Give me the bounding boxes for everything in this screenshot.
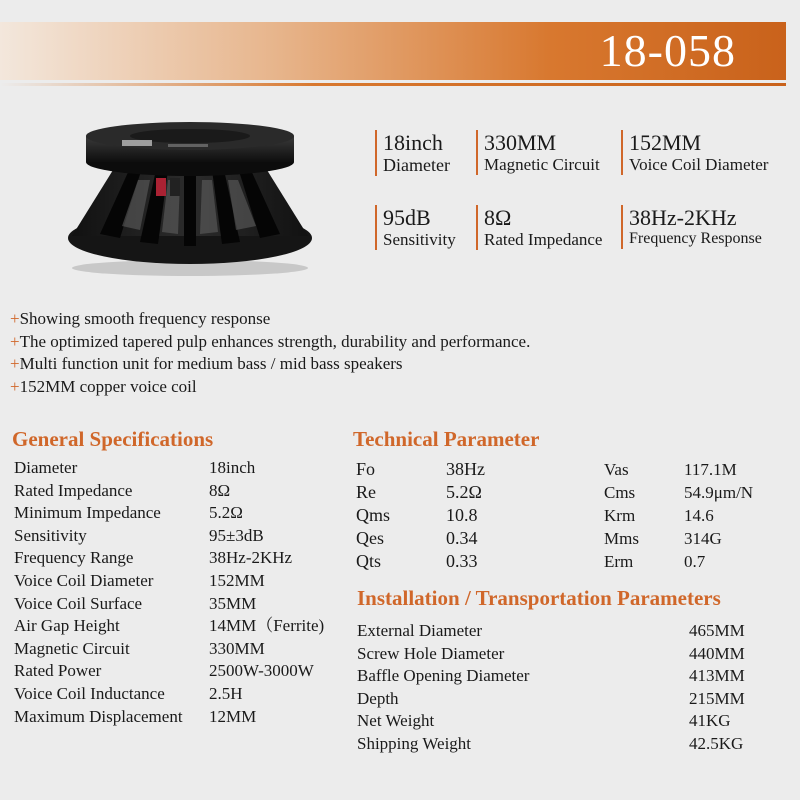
general-spec-value: 18inch — [209, 458, 256, 477]
installation-param-key: Baffle Opening Diameter — [357, 666, 530, 686]
general-spec-key: Rated Power — [14, 661, 102, 681]
general-spec-value: 35MM — [209, 593, 257, 613]
general-spec-row — [14, 502, 324, 525]
general-spec-value: 2500W-3000W — [209, 661, 314, 681]
highlight-label: Diameter — [383, 155, 450, 176]
highlight-magnetic-circuit — [476, 130, 600, 175]
feature-item — [10, 376, 530, 399]
general-spec-value: 38Hz-2KHz — [209, 548, 293, 568]
highlight-label: Voice Coil Diameter — [629, 155, 769, 175]
installation-parameters-table — [357, 620, 745, 756]
technical-param-value: 0.33 — [446, 551, 478, 571]
plus-icon: + — [10, 331, 20, 351]
installation-param-value: 41KG — [689, 711, 731, 731]
installation-parameters-title: Installation / Transportation Parameters — [357, 586, 721, 610]
general-spec-value: 8Ω — [209, 480, 231, 500]
general-spec-row — [14, 525, 324, 548]
technical-param-value: 10.8 — [446, 505, 478, 525]
title-bar — [0, 22, 786, 80]
model-title: 18-058 — [599, 25, 736, 76]
installation-param-row — [357, 710, 745, 733]
general-spec-key: Voice Coil Diameter — [14, 570, 154, 590]
technical-param-row — [604, 550, 753, 573]
plus-icon: + — [10, 309, 20, 328]
highlight-rated-impedance — [476, 205, 602, 250]
general-spec-row — [14, 457, 324, 480]
installation-param-key: Shipping Weight — [357, 733, 472, 753]
technical-param-value: 117.1M — [684, 460, 737, 479]
technical-param-value: 0.34 — [446, 528, 478, 548]
installation-param-key: Net Weight — [357, 711, 435, 731]
highlight-label: Rated Impedance — [484, 230, 603, 250]
installation-param-row — [357, 643, 745, 666]
technical-param-row — [604, 504, 753, 527]
technical-param-value: 14.6 — [684, 506, 714, 525]
technical-param-row — [356, 458, 485, 481]
installation-param-value: 42.5KG — [689, 733, 744, 753]
highlight-value: 18inch — [383, 130, 443, 155]
highlight-sensitivity — [375, 205, 456, 250]
general-spec-key: Maximum Displacement — [14, 706, 183, 726]
technical-param-value: 5.2Ω — [446, 482, 482, 502]
general-spec-row — [14, 660, 324, 683]
technical-param-key: Qes — [356, 528, 384, 548]
general-spec-value: 12MM — [209, 706, 257, 726]
technical-param-key: Mms — [604, 529, 639, 548]
highlight-label: Frequency Response — [629, 230, 762, 248]
technical-param-row — [356, 550, 485, 573]
technical-parameter-title: Technical Parameter — [353, 427, 540, 451]
highlight-value: 330MM — [484, 130, 557, 155]
general-spec-value: 5.2Ω — [209, 503, 243, 523]
general-spec-row — [14, 570, 324, 593]
feature-list — [10, 308, 530, 398]
general-spec-row — [14, 547, 324, 570]
highlight-label: Sensitivity — [383, 230, 456, 250]
general-spec-row — [14, 706, 324, 729]
technical-param-row — [604, 458, 753, 481]
general-spec-key: Rated Impedance — [14, 480, 133, 500]
general-spec-key: Minimum Impedance — [14, 503, 161, 523]
general-specs-table — [14, 457, 324, 728]
technical-param-key: Qts — [356, 551, 382, 571]
feature-text: Showing smooth frequency response — [19, 309, 271, 328]
installation-param-value: 215MM — [689, 688, 745, 708]
technical-param-row — [356, 504, 485, 527]
technical-param-key: Krm — [604, 506, 636, 525]
general-spec-value: 95±3dB — [209, 525, 264, 545]
general-spec-key: Voice Coil Surface — [14, 593, 143, 613]
technical-param-key: Erm — [604, 552, 634, 571]
general-specs-title: General Specifications — [12, 427, 214, 451]
technical-param-row — [356, 527, 485, 550]
installation-param-key: External Diameter — [357, 621, 483, 640]
installation-param-key: Screw Hole Diameter — [357, 643, 505, 663]
general-spec-value: 2.5H — [209, 683, 243, 703]
general-spec-key: Diameter — [14, 458, 78, 477]
installation-param-value: 413MM — [689, 666, 745, 686]
highlight-label: Magnetic Circuit — [484, 155, 600, 175]
technical-param-row — [356, 481, 485, 504]
technical-param-key: Fo — [356, 459, 376, 479]
general-spec-key: Magnetic Circuit — [14, 638, 130, 658]
technical-parameter-table-left — [356, 458, 485, 573]
highlight-value: 38Hz-2KHz — [629, 205, 737, 230]
highlight-voice-coil-diameter — [621, 130, 768, 175]
technical-param-row — [604, 481, 753, 504]
general-spec-value: 330MM — [209, 638, 265, 658]
technical-parameter-table-right — [604, 458, 753, 573]
installation-param-value: 465MM — [689, 621, 745, 640]
general-spec-row — [14, 615, 324, 638]
general-spec-row — [14, 683, 324, 706]
highlight-value: 95dB — [383, 205, 431, 230]
highlight-value: 8Ω — [484, 205, 512, 230]
general-spec-row — [14, 638, 324, 661]
feature-text: 152MM copper voice coil — [19, 376, 197, 396]
technical-param-key: Vas — [604, 460, 629, 479]
plus-icon: + — [10, 354, 20, 373]
installation-param-key: Depth — [357, 688, 399, 708]
general-spec-value: 152MM — [209, 570, 265, 590]
technical-param-value: 54.9μm/N — [684, 483, 754, 502]
installation-param-row — [357, 688, 745, 711]
plus-icon: + — [10, 376, 20, 396]
technical-param-row — [604, 527, 753, 550]
general-spec-key: Voice Coil Inductance — [14, 683, 165, 703]
technical-param-value: 38Hz — [446, 459, 485, 479]
general-spec-value: 14MM（Ferrite) — [209, 616, 325, 636]
technical-param-key: Cms — [604, 483, 636, 502]
general-spec-row — [14, 593, 324, 616]
feature-text: The optimized tapered pulp enhances strength, durability and performance. — [19, 331, 531, 351]
technical-param-key: Re — [356, 482, 376, 502]
feature-item — [10, 331, 530, 354]
speaker-product-image — [60, 118, 320, 278]
general-spec-row — [14, 480, 324, 503]
feature-text: Multi function unit for medium bass / mid bass speakers — [19, 354, 403, 373]
technical-param-value: 0.7 — [684, 552, 706, 571]
installation-param-row — [357, 733, 745, 756]
installation-param-row — [357, 620, 745, 643]
feature-item — [10, 353, 530, 376]
highlight-frequency-response — [621, 205, 762, 249]
installation-param-row — [357, 665, 745, 688]
highlight-diameter — [375, 130, 450, 176]
highlight-value: 152MM — [629, 130, 702, 155]
general-spec-key: Air Gap Height — [14, 616, 120, 636]
feature-item — [10, 308, 530, 331]
general-spec-key: Frequency Range — [14, 548, 134, 568]
general-spec-key: Sensitivity — [14, 525, 87, 545]
technical-param-key: Qms — [356, 505, 391, 525]
installation-param-value: 440MM — [689, 643, 745, 663]
technical-param-value: 314G — [684, 529, 722, 548]
